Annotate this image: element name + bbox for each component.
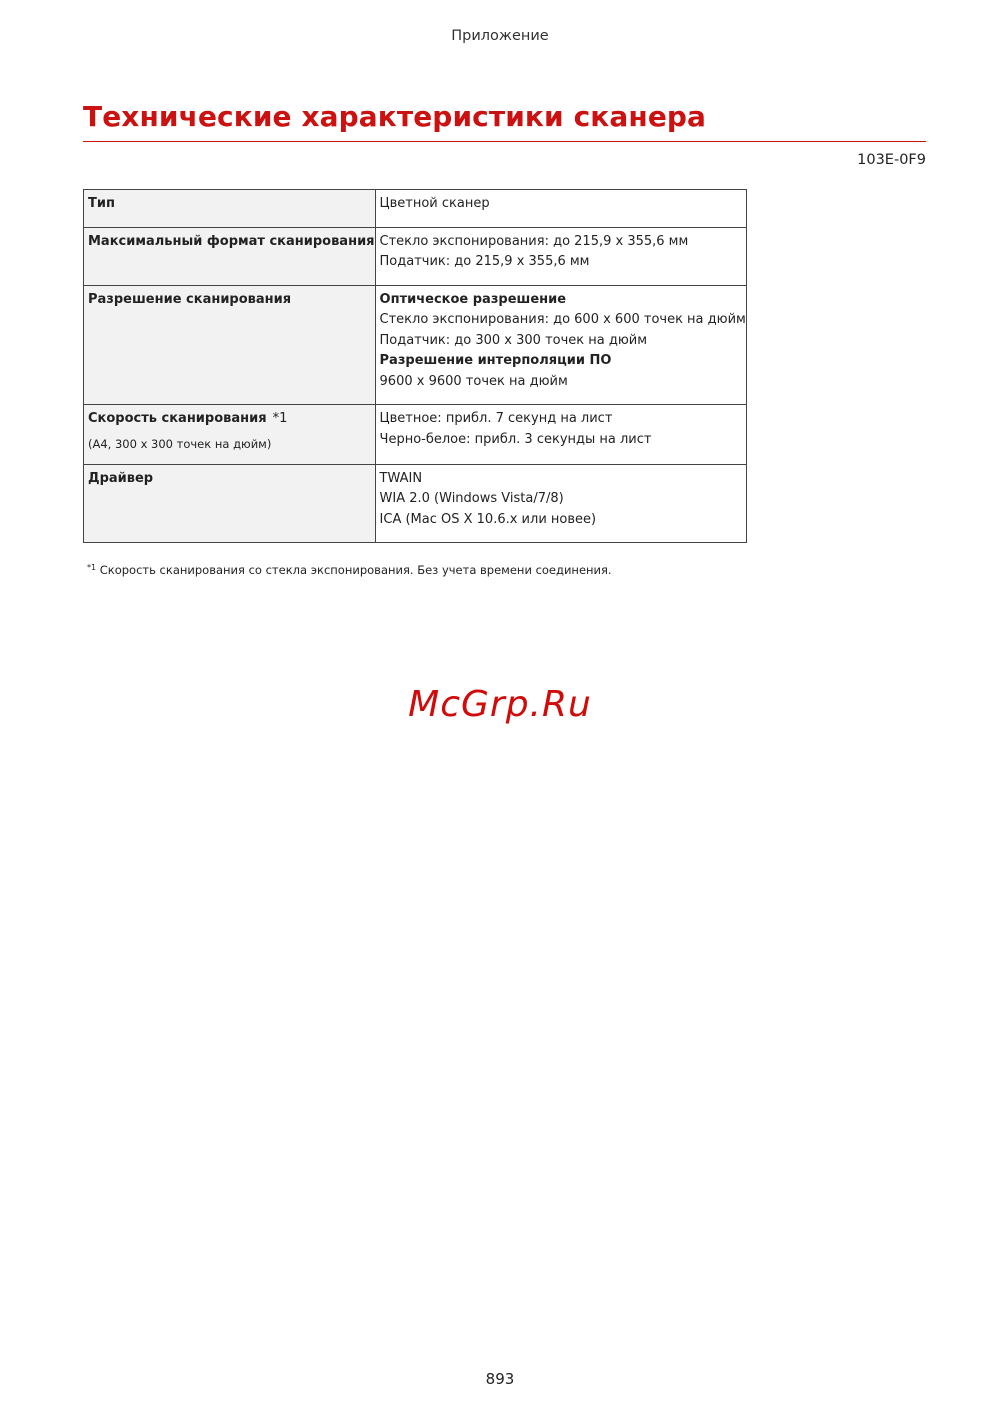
page-title: Технические характеристики сканера [83, 100, 707, 133]
document-code: 103E-0F9 [857, 152, 926, 168]
row-label-text: Тип [88, 196, 115, 211]
table-row-resolution [84, 285, 747, 405]
watermark-text: McGrp.Ru [408, 684, 592, 725]
title-divider [83, 141, 926, 142]
value-line: Стекло экспонирования: до 215,9 x 355,6 мм [379, 233, 689, 249]
scanner-spec-table [83, 189, 747, 543]
value-subheading: Оптическое разрешение [379, 291, 567, 307]
running-header: Приложение [451, 28, 549, 44]
table-row-driver [84, 464, 747, 543]
value-line: 9600 x 9600 точек на дюйм [379, 373, 568, 389]
footnote-mark: *1 [87, 563, 97, 572]
value-line: WIA 2.0 (Windows Vista/7/8) [379, 491, 564, 506]
footnote-reference: *1 [272, 411, 288, 426]
value-line: Стекло экспонирования: до 600 x 600 точек на дюйм [379, 312, 746, 327]
row-label-text: Драйвер [88, 470, 154, 486]
value-line: ICA (Mac OS X 10.6.x или новее) [379, 511, 597, 527]
value-line: Цветное: прибл. 7 секунд на лист [379, 411, 613, 426]
row-value [375, 227, 746, 285]
row-label [84, 285, 376, 405]
row-value [375, 464, 746, 543]
row-label [84, 405, 376, 465]
footnote-text: Скорость сканирования со стекла экспонирования. Без учета времени соединения. [99, 563, 612, 577]
row-value [375, 405, 746, 465]
table-row-scan-speed [84, 405, 747, 465]
table-row-type [84, 190, 747, 228]
row-value [375, 285, 746, 405]
row-label-note: (A4, 300 x 300 точек на дюйм) [88, 436, 272, 451]
row-label [84, 190, 376, 228]
row-value [375, 190, 746, 228]
value-line: Черно-белое: прибл. 3 секунды на лист [379, 431, 652, 447]
page-number: 893 [485, 1370, 515, 1388]
value-line: Податчик: до 300 x 300 точек на дюйм [379, 332, 648, 348]
table-row-max-format [84, 227, 747, 285]
row-label [84, 227, 376, 285]
value-line: TWAIN [379, 470, 423, 486]
row-label-text: Скорость сканирования [88, 411, 267, 426]
row-label-text: Максимальный формат сканирования [88, 233, 375, 249]
value-line: Податчик: до 215,9 x 355,6 мм [379, 254, 590, 269]
value-line: Цветной сканер [379, 196, 490, 211]
row-label-text: Разрешение сканирования [88, 291, 292, 307]
value-subheading: Разрешение интерполяции ПО [379, 353, 612, 368]
row-label [84, 464, 376, 543]
footnote [87, 563, 612, 577]
